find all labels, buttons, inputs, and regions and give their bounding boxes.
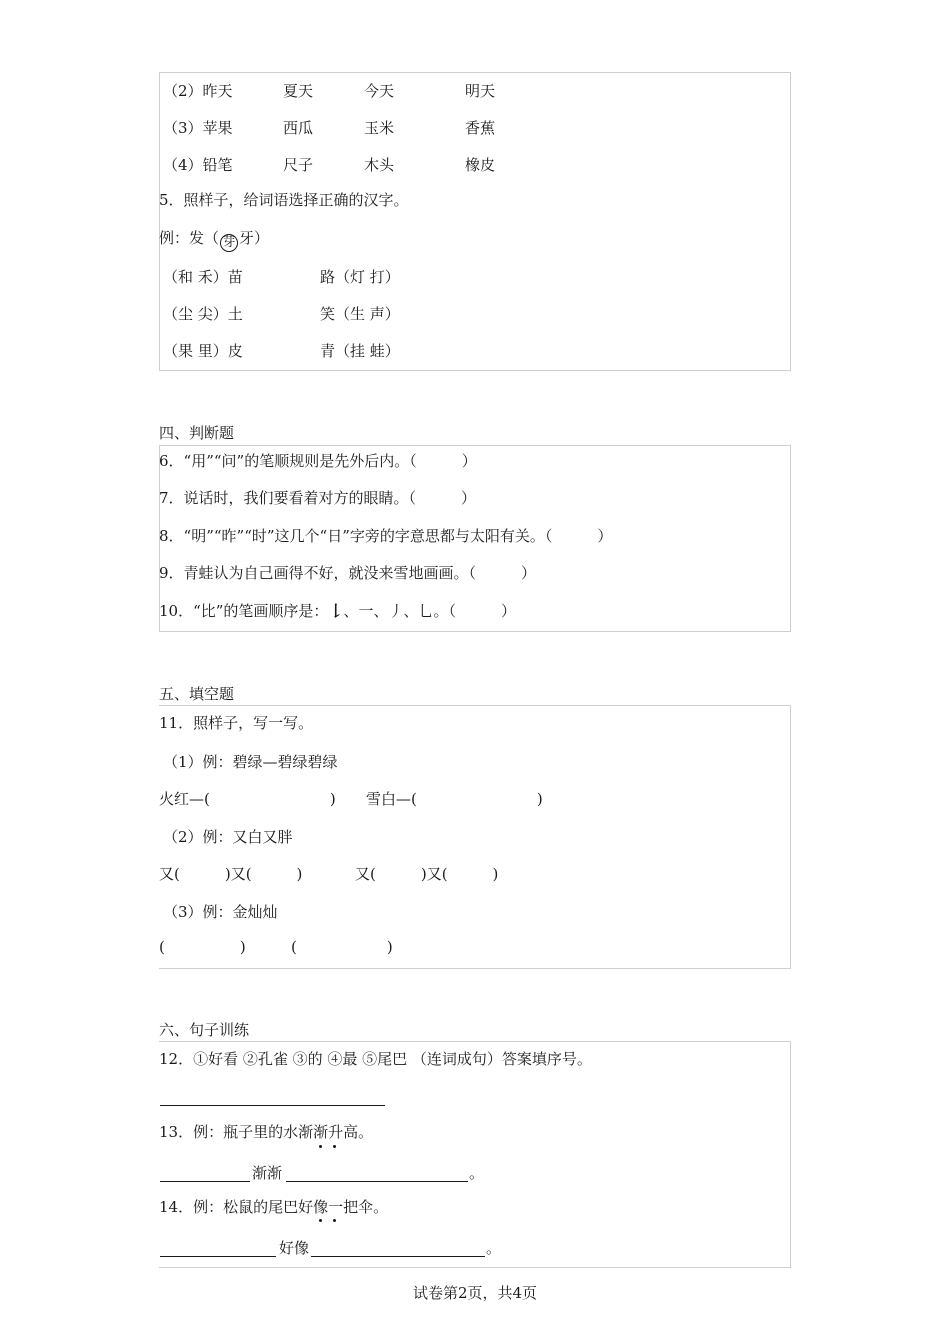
s3-row-4-col-1: （4）铅笔	[163, 156, 233, 174]
q13-connector: 渐渐	[252, 1164, 283, 1182]
q14-text: 14．例：松鼠的尾巴好像一把伞。	[159, 1198, 389, 1216]
section-six-box	[159, 1041, 791, 1268]
s3-row-3-col-2: 西瓜	[283, 119, 314, 137]
q5-pair-2-right: 笑（生 声）	[320, 305, 400, 323]
q5-pair-3-left: （果 里）皮	[163, 342, 243, 360]
s3-row-2-col-2: 夏天	[283, 82, 314, 100]
judge-item-10-prefix: 10．“比”的笔画顺序是：	[159, 602, 329, 620]
s3-row-4-col-4: 橡皮	[465, 156, 496, 174]
s3-row-4-col-2: 尺子	[283, 156, 314, 174]
q11-fill-1a: 火红—( )	[159, 790, 336, 808]
q5-example	[159, 231, 269, 252]
q5-example-suffix: 牙）	[239, 229, 270, 247]
q5-pair-3-right: 青（挂 蛙）	[320, 342, 400, 360]
s3-row-4-col-3: 木头	[364, 156, 395, 174]
q13-answer-line-2[interactable]	[286, 1181, 468, 1182]
s3-row-2-col-4: 明天	[465, 82, 496, 100]
q13-period: 。	[469, 1164, 485, 1182]
q14-connector: 好像	[279, 1239, 310, 1257]
s3-row-2-col-3: 今天	[364, 82, 395, 100]
s3-row-3-col-4: 香蕉	[465, 119, 496, 137]
q5-pair-2-left: （尘 尖）土	[163, 305, 243, 323]
q11-fill-1b: 雪白—( )	[366, 790, 543, 808]
q11-example-2: （2）例：又白又胖	[163, 828, 293, 846]
judge-item-10	[159, 604, 516, 619]
q13-text: 13．例：瓶子里的水渐渐升高。	[159, 1123, 374, 1141]
section-four-heading: 四、判断题	[159, 424, 235, 442]
emphasis-dot	[319, 1219, 322, 1222]
q12-text: 12．①好看 ②孔雀 ③的 ④最 ⑤尾巴 （连词成句）答案填序号。	[159, 1050, 592, 1068]
s3-row-3-col-1: （3）苹果	[163, 119, 233, 137]
judge-item-7: 7．说话时，我们要看着对方的眼睛。（ ）	[159, 489, 477, 507]
judge-item-6: 6．“用”“问”的笔顺规则是先外后内。（ ）	[159, 452, 477, 470]
q14-answer-line-1[interactable]	[160, 1256, 276, 1257]
judge-item-10-suffix: 、一、丿、乚。（ ）	[343, 602, 516, 620]
judge-item-9: 9．青蛙认为自己画得不好，就没来雪地画画。（ ）	[159, 564, 537, 582]
q11-example-3: （3）例：金灿灿	[163, 903, 278, 921]
q5-pair-1-right: 路（灯 打）	[320, 268, 400, 286]
circled-answer: 芽	[220, 234, 238, 252]
q12-answer-line[interactable]	[160, 1105, 385, 1106]
section-five-heading: 五、填空题	[159, 685, 235, 703]
q13-answer-line-1[interactable]	[160, 1181, 250, 1182]
q5-example-prefix: 例：发（	[159, 229, 220, 247]
s3-row-2-col-1: （2）昨天	[163, 82, 233, 100]
q14-period: 。	[486, 1239, 502, 1257]
emphasis-dot	[333, 1219, 336, 1222]
s3-row-3-col-3: 玉米	[364, 119, 395, 137]
q11-example-1: （1）例：碧绿—碧绿碧绿	[163, 753, 338, 771]
judge-item-8: 8．“明”“昨”“时”这几个“日”字旁的字意思都与太阳有关。（ ）	[159, 527, 613, 545]
q5-pair-1-left: （和 禾）苗	[163, 268, 243, 286]
q11-fill-3b: ( )	[291, 938, 393, 956]
section-three-box	[159, 72, 791, 371]
q11-fill-3a: ( )	[159, 938, 246, 956]
q14-answer-line-2[interactable]	[311, 1256, 485, 1257]
stroke-vertical-hook-glyph: 𠄌	[328, 602, 344, 620]
q11-fill-2a: 又( )又( )	[159, 865, 303, 883]
q11-fill-2b: 又( )又( )	[355, 865, 499, 883]
emphasis-dot	[319, 1145, 322, 1148]
section-six-heading: 六、句子训练	[159, 1021, 250, 1039]
page-footer: 试卷第2页，共4页	[412, 1284, 538, 1302]
emphasis-dot	[333, 1145, 336, 1148]
q11-title: 11．照样子，写一写。	[159, 714, 314, 732]
q5-title: 5．照样子，给词语选择正确的汉字。	[159, 191, 409, 209]
